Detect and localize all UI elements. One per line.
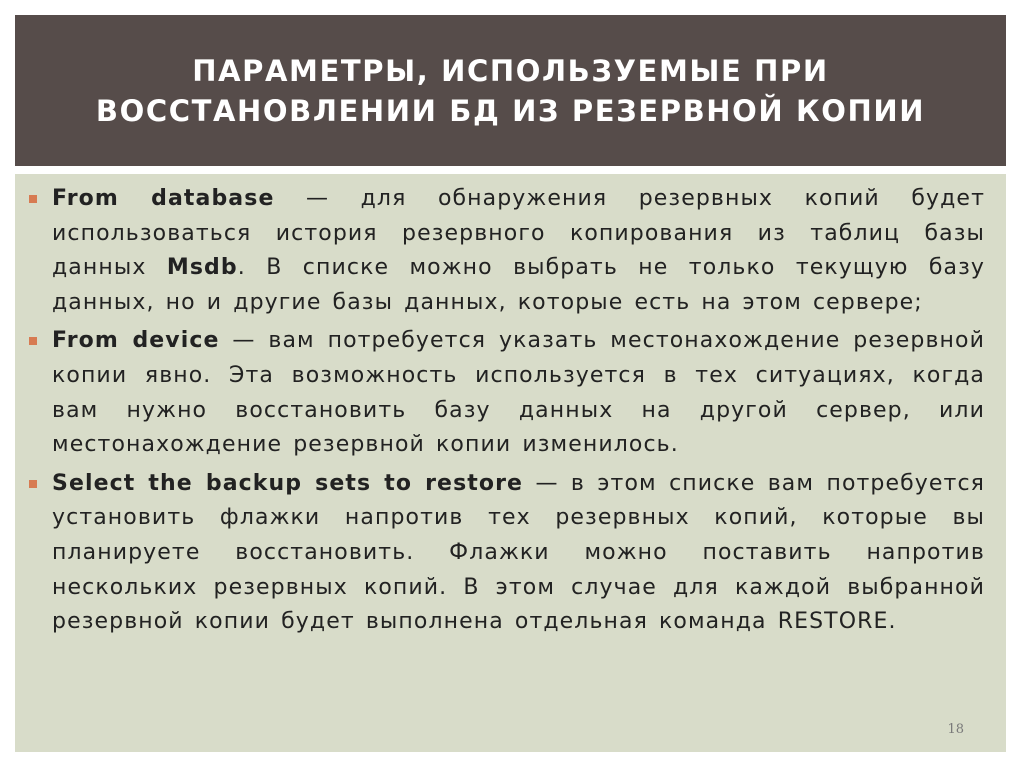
title-band <box>15 15 1006 166</box>
bullet-text: — для обнаружения резервных копий будет использоваться история резервного копирования из таблиц базы данных <box>52 186 985 281</box>
bullet-item <box>15 467 1006 640</box>
slide-title: ПАРАМЕТРЫ, ИСПОЛЬЗУЕМЫЕ ПРИ ВОССТАНОВЛЕНИИ БД ИЗ РЕЗЕРВНОЙ КОПИИ <box>95 53 926 128</box>
bullet-item <box>15 182 1006 320</box>
bullet-list <box>15 182 1006 644</box>
bullet-item <box>15 324 1006 462</box>
bullet-text: — в этом списке вам потребуется установить флажки напротив тех резервных копий, которые вы планируете восстановить. Флажки можно поставить напротив нескольких резервных копий. В этом случае для каждой выбранной резервной копии будет выполнена отдельная команда RESTORE. <box>52 470 985 635</box>
bullet-text: . В списке можно выбрать не только текущую базу данных, но и другие базы данных, которые есть на этом сервере; <box>52 255 986 315</box>
bullet-text: — вам потребуется указать местонахождение резервной копии явно. Эта возможность используется в тех ситуациях, когда вам нужно восстановить базу данных на другой сервер, или местонахождение резервной копии изменилось. <box>52 328 985 458</box>
square-bullet-icon <box>29 480 37 488</box>
content-panel <box>15 174 1006 752</box>
bullet-term: Select the backup sets to restore <box>52 470 524 496</box>
bullet-term: From database <box>52 186 275 211</box>
bullet-term: From device <box>52 328 220 354</box>
bullet-inline-bold: Msdb <box>166 255 238 281</box>
square-bullet-icon <box>29 337 37 345</box>
page-number: 18 <box>947 722 964 737</box>
square-bullet-icon <box>29 195 37 203</box>
